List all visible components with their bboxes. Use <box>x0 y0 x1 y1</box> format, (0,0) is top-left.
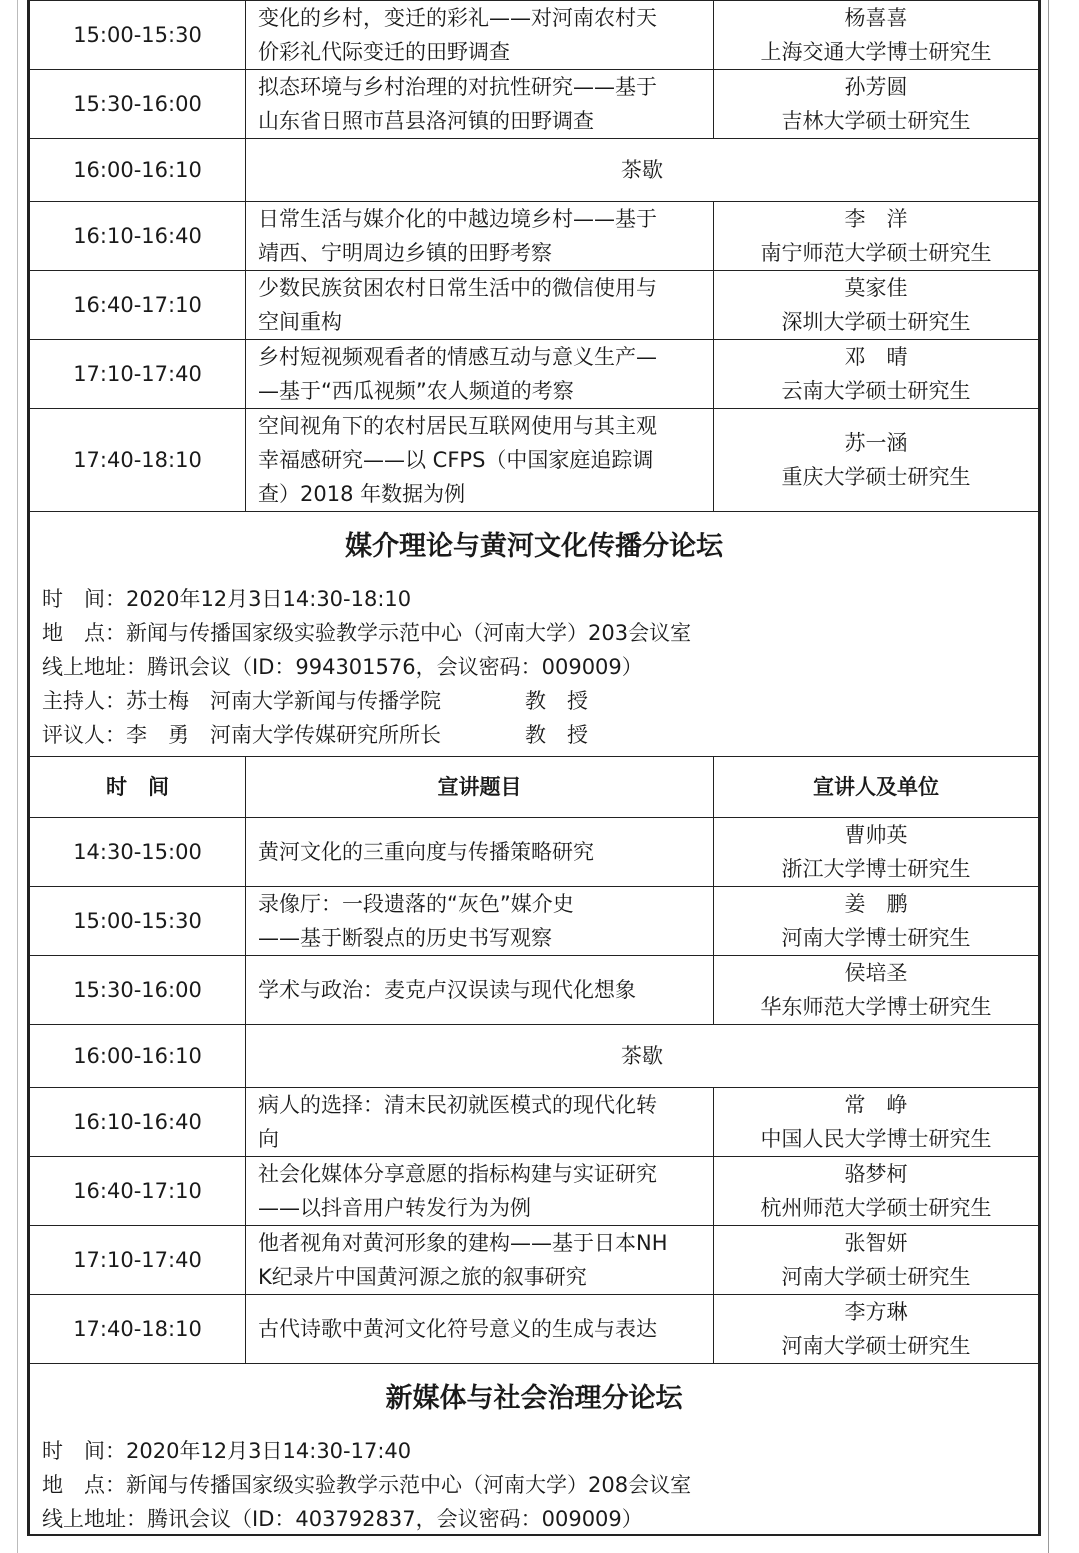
topic-line: 山东省日照市莒县洛河镇的田野调查 <box>258 109 594 133</box>
table-row <box>30 340 1039 409</box>
topic-line: 查）2018 年数据为例 <box>258 482 466 506</box>
speaker-affiliation: 河南大学硕士研究生 <box>781 1265 971 1289</box>
talk-topic <box>246 70 714 139</box>
topic-line: 他者视角对黄河形象的建构——基于日本NH <box>258 1231 668 1255</box>
speaker-name: 邓 晴 <box>844 345 908 369</box>
left-margin-line <box>17 0 18 1553</box>
session-time: 16:00-16:10 <box>30 139 246 202</box>
forum-location: 地 点：新闻与传播国家级实验教学示范中心（河南大学）208会议室 <box>42 1473 692 1497</box>
table-row <box>30 1157 1039 1226</box>
talk-topic <box>246 1157 714 1226</box>
topic-line: 靖西、宁明周边乡镇的田野考察 <box>258 241 552 265</box>
speaker-affiliation: 华东师范大学博士研究生 <box>760 995 992 1019</box>
header-time: 时 间 <box>30 757 246 818</box>
topic-line: 病人的选择：清末民初就医模式的现代化转 <box>258 1093 657 1117</box>
forum-new-media <box>29 1364 1039 1536</box>
schedule-table-1 <box>29 0 1039 512</box>
topic-line: 社会化媒体分享意愿的指标构建与实证研究 <box>258 1162 657 1186</box>
table-row <box>30 1 1039 70</box>
table-row <box>30 409 1039 512</box>
topic-line: 日常生活与媒介化的中越边境乡村——基于 <box>258 207 657 231</box>
topic-line: 向 <box>258 1127 279 1151</box>
tea-break: 茶歇 <box>246 1025 1039 1088</box>
talk-topic <box>246 271 714 340</box>
forum-info <box>30 1434 1038 1536</box>
forum-online-address: 线上地址：腾讯会议（ID：403792837，会议密码：009009） <box>42 1507 643 1531</box>
topic-line: 价彩礼代际变迁的田野调查 <box>258 40 510 64</box>
topic-line: 录像厅：一段遗落的“灰色”媒介史 <box>258 892 574 916</box>
tea-break: 茶歇 <box>246 139 1039 202</box>
topic-line: —基于“西瓜视频”农人频道的考察 <box>258 379 574 403</box>
talk-topic <box>246 1295 714 1364</box>
forum-title: 新媒体与社会治理分论坛 <box>385 1383 683 1414</box>
speaker-affiliation: 吉林大学硕士研究生 <box>781 109 971 133</box>
schedule-page <box>27 0 1041 1536</box>
speaker-info <box>714 1226 1039 1295</box>
speaker-affiliation: 云南大学硕士研究生 <box>781 379 971 403</box>
table-row <box>30 271 1039 340</box>
topic-line: 幸福感研究——以 CFPS（中国家庭追踪调 <box>258 448 654 472</box>
topic-line: 学术与政治：麦克卢汉误读与现代化想象 <box>258 978 636 1002</box>
session-time: 17:10-17:40 <box>30 1226 246 1295</box>
topic-line: 变化的乡村，变迁的彩礼——对河南农村天 <box>258 6 657 30</box>
schedule-table-2 <box>29 756 1039 1364</box>
session-time: 16:10-16:40 <box>30 202 246 271</box>
session-time: 16:40-17:10 <box>30 1157 246 1226</box>
talk-topic <box>246 1 714 70</box>
topic-line: ——基于断裂点的历史书写观察 <box>258 926 552 950</box>
session-time: 14:30-15:00 <box>30 818 246 887</box>
session-time: 17:40-18:10 <box>30 409 246 512</box>
session-time: 15:00-15:30 <box>30 887 246 956</box>
forum-time: 时 间：2020年12月3日14:30-18:10 <box>42 587 412 611</box>
speaker-affiliation: 河南大学博士研究生 <box>781 926 971 950</box>
talk-topic <box>246 1226 714 1295</box>
forum-reviewer: 评议人：李 勇 河南大学传媒研究所所长 教 授 <box>42 723 588 747</box>
speaker-name: 苏一涵 <box>844 431 908 455</box>
speaker-name: 李 洋 <box>844 207 908 231</box>
speaker-affiliation: 河南大学硕士研究生 <box>781 1334 971 1358</box>
session-time: 15:30-16:00 <box>30 70 246 139</box>
speaker-name: 侯培圣 <box>844 961 908 985</box>
topic-line: 少数民族贫困农村日常生活中的微信使用与 <box>258 276 657 300</box>
topic-line: 黄河文化的三重向度与传播策略研究 <box>258 840 594 864</box>
header-speaker: 宣讲人及单位 <box>714 757 1039 818</box>
speaker-name: 李方琳 <box>844 1300 908 1324</box>
session-time: 15:30-16:00 <box>30 956 246 1025</box>
talk-topic <box>246 887 714 956</box>
speaker-name: 常 峥 <box>844 1093 908 1117</box>
speaker-info <box>714 1157 1039 1226</box>
session-time: 17:40-18:10 <box>30 1295 246 1364</box>
speaker-affiliation: 中国人民大学博士研究生 <box>760 1127 992 1151</box>
speaker-name: 曹帅英 <box>844 823 908 847</box>
speaker-name: 张智妍 <box>844 1231 908 1255</box>
speaker-affiliation: 上海交通大学博士研究生 <box>760 40 992 64</box>
speaker-name: 莫家佳 <box>844 276 908 300</box>
speaker-info <box>714 409 1039 512</box>
speaker-info <box>714 70 1039 139</box>
topic-line: 乡村短视频观看者的情感互动与意义生产— <box>258 345 657 369</box>
talk-topic <box>246 202 714 271</box>
table-row <box>30 1226 1039 1295</box>
table-row <box>30 1025 1039 1088</box>
forum-host: 主持人：苏士梅 河南大学新闻与传播学院 教 授 <box>42 689 588 713</box>
speaker-affiliation: 浙江大学博士研究生 <box>781 857 971 881</box>
speaker-affiliation: 深圳大学硕士研究生 <box>781 310 971 334</box>
speaker-info <box>714 202 1039 271</box>
speaker-name: 孙芳圆 <box>844 75 908 99</box>
speaker-info <box>714 1 1039 70</box>
right-margin-line <box>1048 0 1049 1553</box>
session-time: 16:00-16:10 <box>30 1025 246 1088</box>
forum-title: 媒介理论与黄河文化传播分论坛 <box>345 531 723 562</box>
table-row <box>30 139 1039 202</box>
speaker-name: 骆梦柯 <box>844 1162 908 1186</box>
speaker-info <box>714 887 1039 956</box>
speaker-info <box>714 340 1039 409</box>
speaker-info <box>714 271 1039 340</box>
speaker-affiliation: 杭州师范大学硕士研究生 <box>760 1196 992 1220</box>
forum-location: 地 点：新闻与传播国家级实验教学示范中心（河南大学）203会议室 <box>42 621 692 645</box>
speaker-name: 姜 鹏 <box>844 892 908 916</box>
topic-line: 拟态环境与乡村治理的对抗性研究——基于 <box>258 75 657 99</box>
table-header-row <box>30 757 1039 818</box>
speaker-affiliation: 重庆大学硕士研究生 <box>781 465 971 489</box>
topic-line: K纪录片中国黄河源之旅的叙事研究 <box>258 1265 587 1289</box>
table-row <box>30 202 1039 271</box>
talk-topic <box>246 956 714 1025</box>
topic-line: 古代诗歌中黄河文化符号意义的生成与表达 <box>258 1317 657 1341</box>
talk-topic <box>246 340 714 409</box>
table-row <box>30 1088 1039 1157</box>
talk-topic <box>246 409 714 512</box>
header-topic: 宣讲题目 <box>246 757 714 818</box>
table-row <box>30 887 1039 956</box>
speaker-affiliation: 南宁师范大学硕士研究生 <box>760 241 992 265</box>
session-time: 16:40-17:10 <box>30 271 246 340</box>
table-row <box>30 818 1039 887</box>
forum-media-theory <box>29 512 1039 756</box>
session-time: 15:00-15:30 <box>30 1 246 70</box>
forum-info <box>30 582 1038 756</box>
speaker-info <box>714 1295 1039 1364</box>
forum-time: 时 间：2020年12月3日14:30-17:40 <box>42 1439 412 1463</box>
talk-topic <box>246 1088 714 1157</box>
topic-line: 空间视角下的农村居民互联网使用与其主观 <box>258 414 657 438</box>
speaker-info <box>714 818 1039 887</box>
session-time: 17:10-17:40 <box>30 340 246 409</box>
speaker-info <box>714 1088 1039 1157</box>
speaker-name: 杨喜喜 <box>844 6 908 30</box>
talk-topic <box>246 818 714 887</box>
speaker-info <box>714 956 1039 1025</box>
table-row <box>30 1295 1039 1364</box>
table-row <box>30 956 1039 1025</box>
topic-line: 空间重构 <box>258 310 342 334</box>
table-row <box>30 70 1039 139</box>
forum-online-address: 线上地址：腾讯会议（ID：994301576，会议密码：009009） <box>42 655 643 679</box>
topic-line: ——以抖音用户转发行为为例 <box>258 1196 531 1220</box>
session-time: 16:10-16:40 <box>30 1088 246 1157</box>
